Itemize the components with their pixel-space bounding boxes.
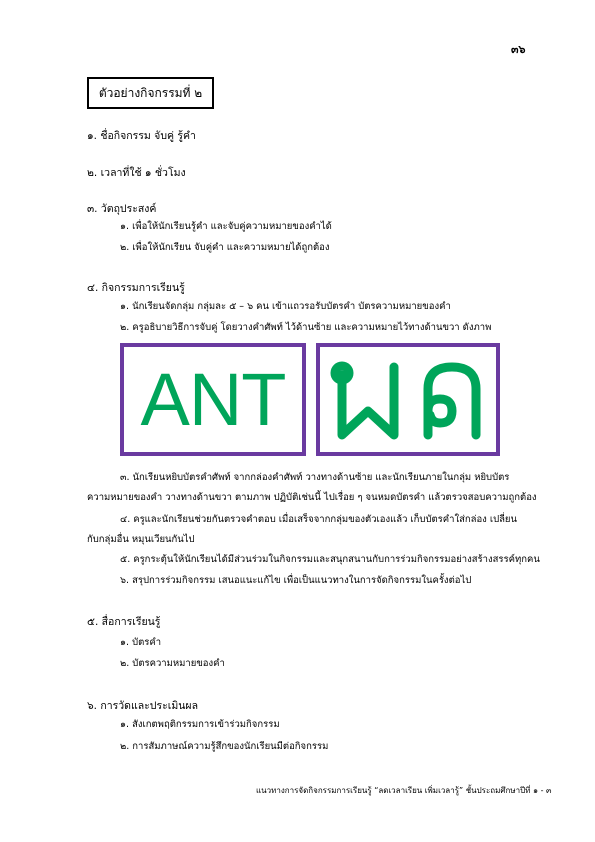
objective-item-2: ๒. เพื่อให้นักเรียน จับคู่คำ และความหมายได้ถูกต้อง — [120, 242, 330, 253]
section-2-duration: ๒. เวลาที่ใช้ ๑ ชั่วโมง — [87, 167, 186, 179]
word-card-english — [120, 343, 306, 456]
page-number: ๓๖ — [511, 43, 526, 56]
section-3-heading: ๓. วัตถุประสงค์ — [87, 203, 157, 215]
section-5-heading: ๕. สื่อการเรียนรู้ — [87, 616, 161, 628]
evaluation-item-2: ๒. การสัมภาษณ์ความรู้สึกของนักเรียนมีต่อกิจกรรม — [120, 741, 329, 752]
activity-step-3-line-1: ๓. นักเรียนหยิบบัตรคำศัพท์ จากกล่องคำศัพท์ วางทางด้านซ้าย และนักเรียนภายในกลุ่ม หยิบบัตร — [120, 472, 510, 483]
activity-step-2: ๒. ครูอธิบายวิธีการจับคู่ โดยวางคำศัพท์ ไว้ด้านซ้าย และความหมายไว้ทางด้านขวา ดังภาพ — [120, 322, 492, 333]
word-card-thai — [316, 343, 500, 456]
section-6-heading: ๖. การวัดและประเมินผล — [87, 700, 199, 712]
evaluation-item-1: ๑. สังเกตพฤติกรรมการเข้าร่วมกิจกรรม — [120, 719, 280, 730]
activity-step-5: ๕. ครูกระตุ้นให้นักเรียนได้มีส่วนร่วมในกิจกรรมและสนุกสนานกับการร่วมกิจกรรมอย่างสร้างสรรค์ทุกคน — [120, 554, 540, 565]
activity-step-1: ๑. นักเรียนจัดกลุ่ม กลุ่มละ ๕ – ๖ คน เข้าแถวรอรับบัตรคำ บัตรความหมายของคำ — [120, 301, 451, 312]
activity-step-3-line-2: ความหมายของคำ วางทางด้านขวา ตามภาพ ปฏิบัติเช่นนี้ ไปเรื่อย ๆ จนหมดบัตรคำ แล้วตรวจสอบความถูกต้อง — [87, 492, 537, 503]
word-card-thai-glyphs — [328, 355, 488, 445]
section-1-activity-name: ๑. ชื่อกิจกรรม จับคู่ รู้คำ — [87, 130, 196, 142]
word-card-english-text: ANT — [140, 358, 286, 441]
media-item-2: ๒. บัตรความหมายของคำ — [120, 658, 225, 669]
objective-item-1: ๑. เพื่อให้นักเรียนรู้คำ และจับคู่ความหมายของคำได้ — [120, 221, 332, 232]
activity-step-4-line-2: กับกลุ่มอื่น หมุนเวียนกันไป — [87, 534, 195, 545]
section-4-heading: ๔. กิจกรรมการเรียนรู้ — [87, 282, 185, 294]
media-item-1: ๑. บัตรคำ — [120, 637, 162, 648]
activity-step-4-line-1: ๔. ครูและนักเรียนช่วยกันตรวจคำตอบ เมื่อเสร็จจากกลุ่มของตัวเองแล้ว เก็บบัตรคำใส่กล่อง เปลี่ยน — [120, 514, 517, 525]
page-footer: แนวทางการจัดกิจกรรมการเรียนรู้ “ลดเวลาเรียน เพิ่มเวลารู้” ชั้นประถมศึกษาปีที่ ๑ - ๓ — [256, 786, 552, 795]
activity-title-box — [87, 77, 214, 109]
activity-title: ตัวอย่างกิจกรรมที่ ๒ — [98, 85, 203, 100]
activity-step-6: ๖. สรุปการร่วมกิจกรรม เสนอแนะแก้ไข เพื่อเป็นแนวทางในการจัดกิจกรรมในครั้งต่อไป — [120, 575, 472, 586]
